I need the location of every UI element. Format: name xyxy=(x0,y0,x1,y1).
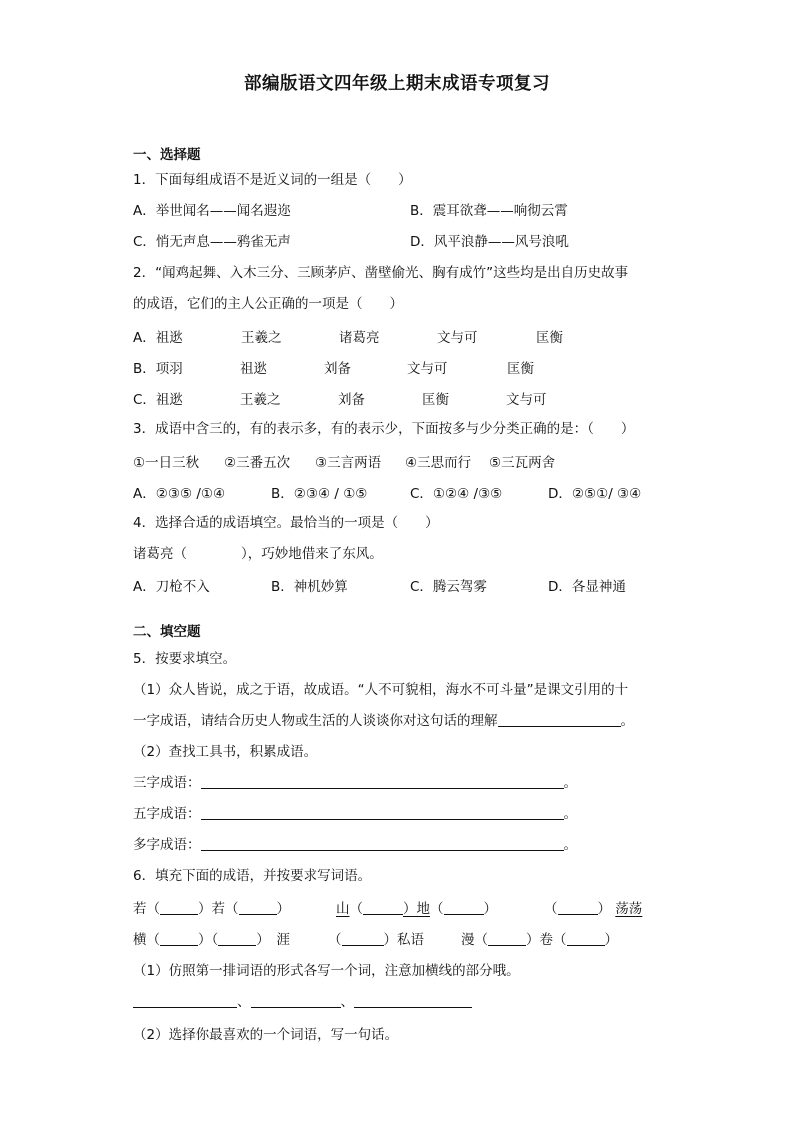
q4-option-d: D．各显神通 xyxy=(548,579,626,595)
q5-five-char-row xyxy=(133,804,577,824)
three-char-label: 三字成语： xyxy=(133,775,201,791)
idiom-blank[interactable] xyxy=(488,931,526,946)
idiom-text: ）卷（ xyxy=(526,932,567,948)
q6-part1-answers xyxy=(133,992,472,1012)
section-heading-choice: 一、选择题 xyxy=(133,147,201,163)
idiom-text: ） xyxy=(597,901,611,917)
q3-option-b: B．②③④ / ①⑤ xyxy=(271,486,368,502)
idiom-text: （ xyxy=(544,901,558,917)
q2-b-cell: B．项羽 xyxy=(133,361,183,377)
idiom-text: 横（ xyxy=(133,932,160,948)
q6-stem: 6．填充下面的成语，并按要求写词语。 xyxy=(133,868,372,884)
q6-idiom-man xyxy=(461,930,618,950)
period: 。 xyxy=(563,837,577,853)
q4-stem: 4．选择合适的成语填空。最恰当的一项是（ ） xyxy=(133,515,439,531)
period: 。 xyxy=(563,775,577,791)
q1-option-b: B．震耳欲聋——响彻云霄 xyxy=(410,203,568,219)
q2-c-cell: 王羲之 xyxy=(240,392,281,408)
q6-idiom-dangdang xyxy=(544,899,642,919)
q4-sentence: 诸葛亮（ ），巧妙地借来了东风。 xyxy=(133,546,383,562)
idiom-text: （ xyxy=(430,901,444,917)
q2-b-cell: 祖逖 xyxy=(240,361,267,377)
idiom-text: ） 涯 xyxy=(256,932,290,948)
idiom-text: （ xyxy=(349,901,363,917)
q2-c-cell: 文与可 xyxy=(506,392,547,408)
q5-three-char-row xyxy=(133,773,577,793)
answer-blank[interactable] xyxy=(133,993,237,1008)
idiom-text: ）私语 xyxy=(383,932,424,948)
idiom-blank[interactable] xyxy=(342,931,384,946)
idiom-blank[interactable] xyxy=(239,900,277,915)
q1-option-d: D．风平浪静——风号浪吼 xyxy=(410,234,569,250)
q2-c-cell: C．祖逖 xyxy=(133,392,183,408)
q3-item: ④三思而行 xyxy=(405,455,472,471)
q6-idiom-heng xyxy=(133,930,290,950)
q2-c-cell: 匡衡 xyxy=(422,392,449,408)
q4-option-c: C．腾云驾雾 xyxy=(410,579,487,595)
q2-a-cell: 诸葛亮 xyxy=(339,330,380,346)
underlined-char: ）地 xyxy=(403,901,430,917)
q5-part1-text: 一字成语，请结合历史人物或生活的人谈谈你对这句话的理解 xyxy=(133,713,498,729)
idiom-text: ）（ xyxy=(198,932,219,948)
q2-b-cell: 匡衡 xyxy=(507,361,534,377)
q3-stem: 3．成语中含三的，有的表示多，有的表示少，下面按多与少分类正确的是：（ ） xyxy=(133,421,635,437)
section-heading-fill: 二、填空题 xyxy=(133,624,201,640)
multi-char-blank[interactable] xyxy=(201,836,564,851)
q4-option-a: A．刀枪不入 xyxy=(133,579,210,595)
q3-option-c: C．①②④ /③⑤ xyxy=(410,486,503,502)
idiom-blank[interactable] xyxy=(444,900,484,915)
q2-b-cell: 文与可 xyxy=(407,361,448,377)
q5-multi-char-row xyxy=(133,835,577,855)
answer-blank[interactable] xyxy=(354,993,472,1008)
idiom-blank[interactable] xyxy=(218,931,256,946)
q3-item: ⑤三瓦两舍 xyxy=(489,455,556,471)
five-char-label: 五字成语： xyxy=(133,806,201,822)
idiom-blank[interactable] xyxy=(160,931,198,946)
q5-part2: （2）查找工具书，积累成语。 xyxy=(133,744,318,760)
answer-blank[interactable] xyxy=(498,712,621,727)
answer-blank[interactable] xyxy=(251,993,341,1008)
page-title: 部编版语文四年级上期末成语专项复习 xyxy=(244,74,550,94)
three-char-blank[interactable] xyxy=(201,774,564,789)
idiom-text: 若（ xyxy=(133,901,160,917)
q3-option-d: D．②⑤①/ ③④ xyxy=(548,486,642,502)
q5-part1-line1: （1）众人皆说，成之于语，故成语。“人不可貌相，海水不可斗量”是课文引用的十 xyxy=(133,682,629,698)
q2-b-cell: 刘备 xyxy=(324,361,351,377)
q2-stem-line1: 2．“闻鸡起舞、入木三分、三顾茅庐、凿壁偷光、胸有成竹”这些均是出自历史故事 xyxy=(133,265,629,281)
q2-a-cell: 匡衡 xyxy=(536,330,563,346)
q2-stem-line2: 的成语，它们的主人公正确的一项是（ ） xyxy=(133,296,403,312)
idiom-blank[interactable] xyxy=(558,900,598,915)
q6-idiom-ruo xyxy=(133,899,290,919)
period: 。 xyxy=(563,806,577,822)
multi-char-label: 多字成语： xyxy=(133,837,201,853)
q3-item: ①一日三秋 xyxy=(133,455,200,471)
q6-idiom-shan xyxy=(336,899,497,919)
period: 。 xyxy=(620,713,634,729)
five-char-blank[interactable] xyxy=(201,805,564,820)
q3-item: ③三言两语 xyxy=(315,455,382,471)
q5-part1-line2 xyxy=(133,711,634,731)
q4-option-b: B．神机妙算 xyxy=(271,579,348,595)
idiom-blank[interactable] xyxy=(363,900,403,915)
q2-c-cell: 刘备 xyxy=(338,392,365,408)
idiom-blank[interactable] xyxy=(160,900,198,915)
q2-a-cell: A．祖逖 xyxy=(133,330,183,346)
idiom-text: ） xyxy=(604,932,618,948)
q1-option-c: C．悄无声息——鸦雀无声 xyxy=(133,234,291,250)
q3-item: ②三番五次 xyxy=(224,455,291,471)
q6-part2: （2）选择你最喜欢的一个词语，写一句话。 xyxy=(133,1027,399,1043)
idiom-text: ）若（ xyxy=(198,901,239,917)
underlined-chars: 荡荡 xyxy=(615,901,643,917)
q3-option-a: A．②③⑤ /①④ xyxy=(133,486,226,502)
q1-stem: 1．下面每组成语不是近义词的一组是（ ） xyxy=(133,172,412,188)
idiom-blank[interactable] xyxy=(567,931,605,946)
separator: 、 xyxy=(340,994,354,1010)
q1-option-a: A．举世闻名——闻名遐迩 xyxy=(133,203,291,219)
separator: 、 xyxy=(237,994,251,1010)
q6-part1: （1）仿照第一排词语的形式各写一个词，注意加横线的部分哦。 xyxy=(133,963,520,979)
idiom-text: 漫（ xyxy=(461,932,488,948)
underlined-char: 山 xyxy=(336,901,350,917)
idiom-text: ） xyxy=(276,901,290,917)
idiom-text: （ xyxy=(328,932,342,948)
q6-idiom-siyu xyxy=(328,930,424,950)
q2-a-cell: 文与可 xyxy=(437,330,478,346)
idiom-text: ） xyxy=(483,901,497,917)
q5-stem: 5．按要求填空。 xyxy=(133,651,237,667)
q2-a-cell: 王羲之 xyxy=(241,330,282,346)
